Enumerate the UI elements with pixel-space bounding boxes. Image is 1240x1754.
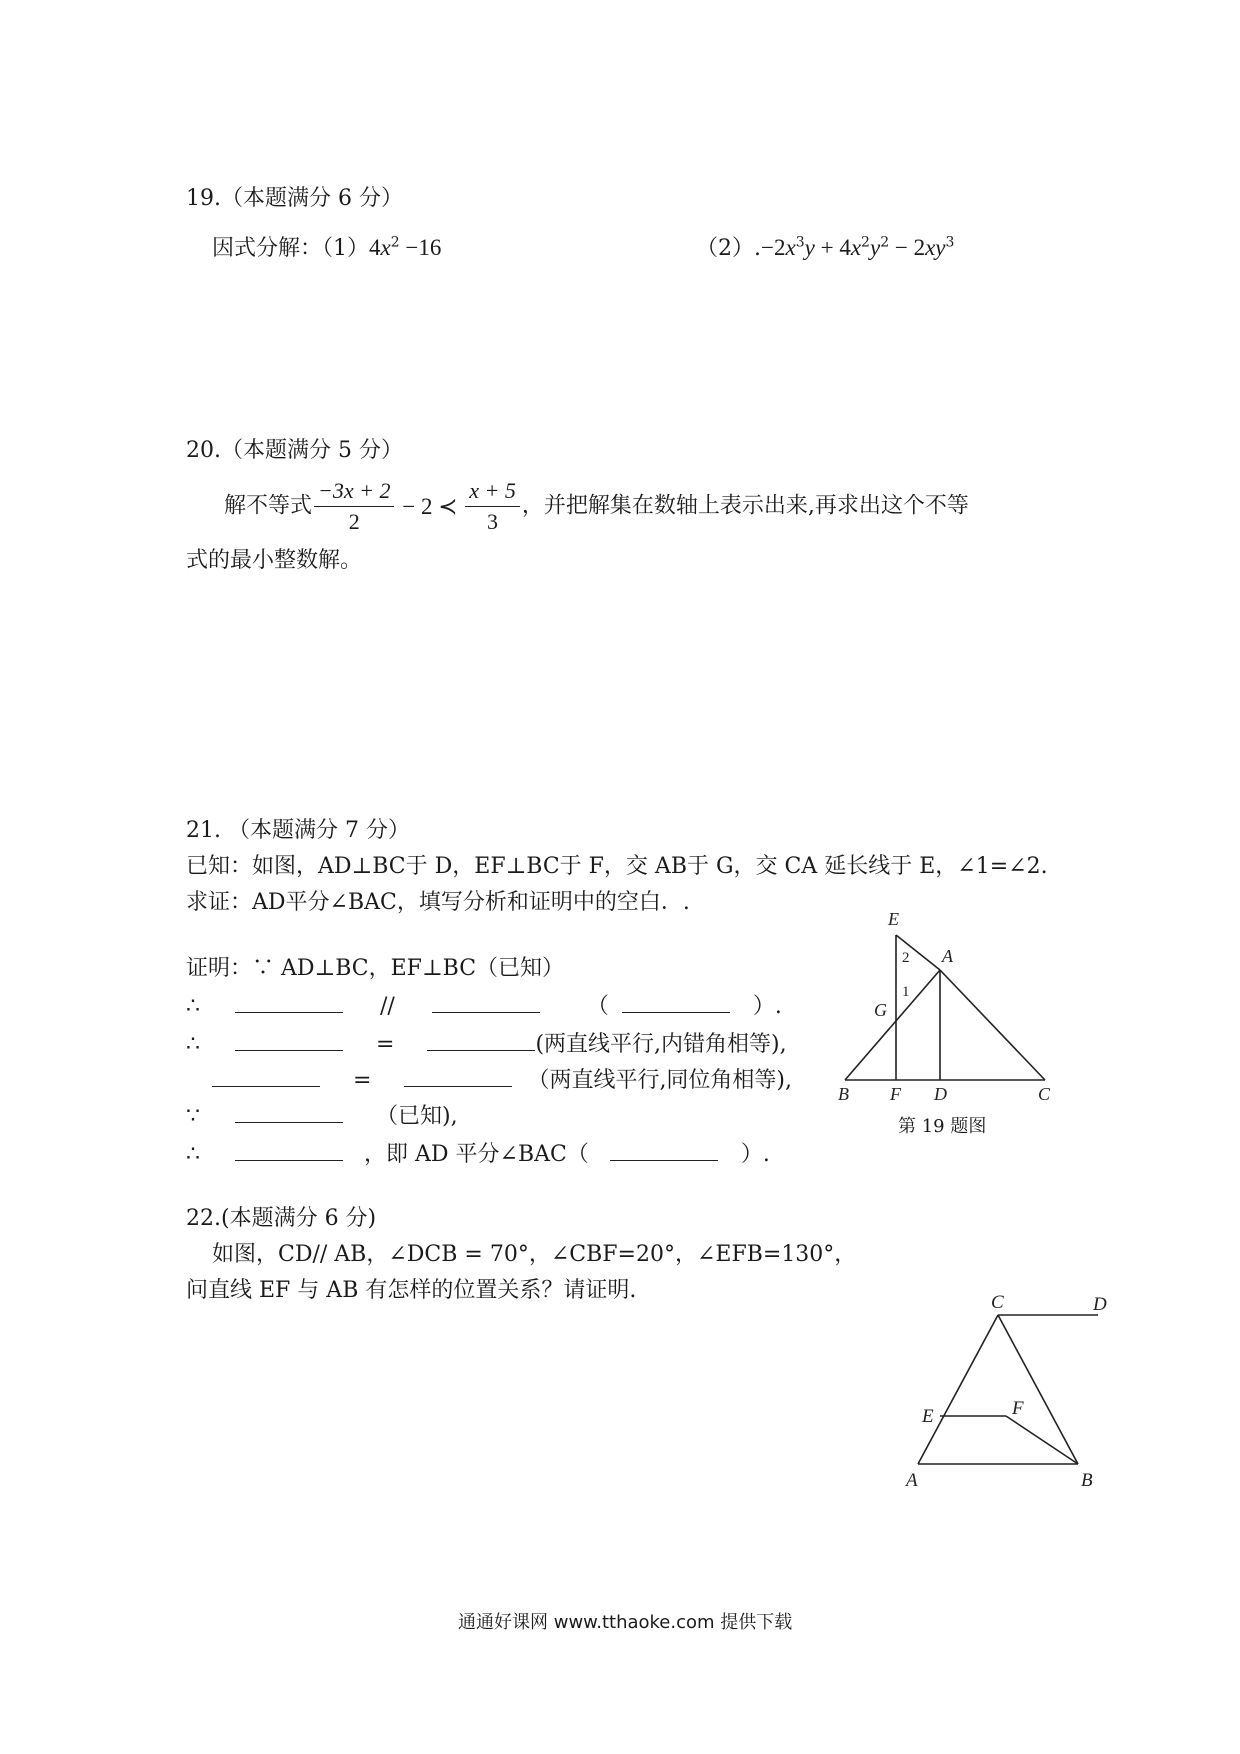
q21-prove: 求证：AD平分∠BAC，填写分析和证明中的空白．.: [186, 890, 690, 915]
label-angle-1: 1: [902, 984, 910, 1000]
label-b: B: [1081, 1470, 1093, 1491]
segment-ba: [845, 970, 940, 1080]
label-b: B: [838, 1084, 849, 1104]
q20-line1: 解不等式 $\frac{-3x + 2}{2}$ − 2 ≺ $\frac{x + 5}{3}$ ，并把解集在数轴上表示出来,再求出这个不等: [224, 478, 969, 535]
label-e: E: [922, 1406, 934, 1427]
label-f: F: [1012, 1398, 1024, 1419]
label-e: E: [888, 909, 899, 929]
q21-figure-caption: 第 19 题图: [898, 1116, 987, 1137]
q22-line2: 问直线 EF 与 AB 有怎样的位置关系？请证明.: [186, 1278, 637, 1303]
answer-blank[interactable]: [432, 994, 540, 1013]
label-f: F: [890, 1084, 901, 1104]
segment-fb: [1006, 1416, 1078, 1464]
q21-proof-start: 证明：∵ AD⊥BC，EF⊥BC（已知）: [186, 956, 565, 981]
label-c: C: [1038, 1084, 1051, 1104]
label-g: G: [874, 1000, 887, 1020]
label-angle-2: 2: [902, 950, 910, 966]
label-a: A: [942, 946, 953, 966]
label-d: D: [1093, 1294, 1107, 1315]
page-footer: 通通好课网 www.tthaoke.com 提供下载: [458, 1612, 793, 1633]
q21-proof-line-3: = （两直线平行,同位角相等),: [212, 1068, 792, 1094]
answer-blank[interactable]: [235, 1104, 343, 1123]
answer-blank[interactable]: [622, 994, 730, 1013]
answer-blank[interactable]: [212, 1068, 320, 1087]
answer-blank[interactable]: [427, 1032, 535, 1051]
q21-header: 21. （本题满分 7 分）: [186, 818, 410, 843]
q22-line1: 如图，CD// AB，∠DCB = 70°，∠CBF=20°，∠EFB=130°，: [212, 1242, 857, 1267]
q19-header: 19.（本题满分 6 分）: [186, 186, 403, 211]
q22-header: 22.(本题满分 6 分): [186, 1206, 377, 1231]
q20-fraction-1: $\frac{-3x + 2}{2}$: [314, 478, 394, 536]
q20-fraction-2: $\frac{x + 5}{3}$: [465, 478, 520, 536]
q19-intro: 因式分解：（1）: [212, 236, 369, 261]
q21-proof-line-2: ∴ = (两直线平行,内错角相等),: [186, 1032, 787, 1057]
answer-blank[interactable]: [404, 1068, 512, 1087]
q21-triangle-figure: [830, 900, 1060, 1110]
answer-blank[interactable]: [235, 1142, 343, 1161]
q22-figure: [888, 1290, 1128, 1510]
label-d: D: [934, 1084, 947, 1104]
label-c: C: [991, 1292, 1004, 1313]
q20-line2: 式的最小整数解。: [186, 548, 363, 573]
segment-ac: [940, 970, 1045, 1080]
segment-ca: [918, 1315, 998, 1464]
answer-blank[interactable]: [610, 1142, 718, 1161]
q19-part1: 因式分解：$(1)4x^2 -16$: [212, 234, 442, 261]
segment-cb: [998, 1315, 1078, 1464]
q21-proof-line-1: ∴ // （ ）.: [186, 994, 782, 1019]
answer-blank[interactable]: [235, 1032, 343, 1051]
q19-part2: $(2).-2x^3y + 4x^2y^2 - 2xy^3$: [696, 234, 955, 261]
q21-proof-line-4: ∵ （已知),: [186, 1104, 458, 1129]
q21-given: 已知：如图，AD⊥BC于 D，EF⊥BC于 F，交 AB于 G，交 CA 延长线于 E，∠1=∠2.: [186, 854, 1048, 879]
q21-proof-line-5: ∴ ，即 AD 平分∠BAC（ ）.: [186, 1142, 770, 1167]
q20-header: 20.（本题满分 5 分）: [186, 438, 403, 463]
answer-blank[interactable]: [235, 994, 343, 1013]
label-a: A: [906, 1470, 918, 1491]
